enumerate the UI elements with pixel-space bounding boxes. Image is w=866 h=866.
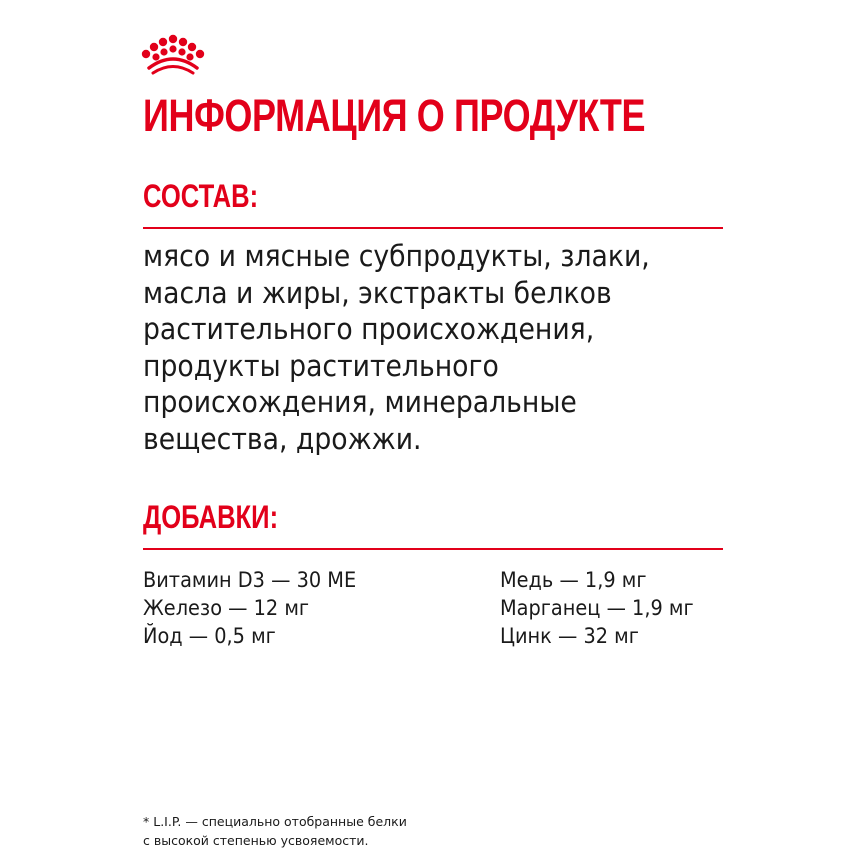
composition-line: мясо и мясные субпродукты, злаки, [143,239,650,273]
composition-line: происхождения, минеральные [143,385,577,419]
footnote [143,812,407,850]
page-title: ИНФОРМАЦИЯ О ПРОДУКТЕ [143,90,646,141]
additive-item: Йод — 0,5 мг [143,624,276,648]
composition-line: вещества, дрожжи. [143,421,422,456]
composition-line: продукты растительного [143,348,499,383]
additives-list-left [143,566,356,650]
additive-item: Медь — 1,9 мг [500,568,647,592]
composition-text [143,238,677,457]
additives-divider [143,548,723,550]
composition-line: масла и жиры, экстракты белков [143,275,612,310]
composition-line: растительного происхождения, [143,312,595,346]
footnote-line: * L.I.P. — специально отобранные белки [143,814,407,829]
composition-divider [143,227,723,229]
additive-item: Железо — 12 мг [143,596,310,620]
additive-item: Марганец — 1,9 мг [500,596,694,620]
royal-crown-icon [141,34,205,76]
additive-item: Цинк — 32 мг [500,624,639,648]
footnote-line: с высокой степенью усвояемости. [143,833,369,848]
additive-item: Витамин D3 — 30 МЕ [143,568,357,592]
additives-heading: ДОБАВКИ: [143,499,279,535]
additives-list-right [500,566,694,650]
composition-heading: СОСТАВ: [143,178,259,214]
